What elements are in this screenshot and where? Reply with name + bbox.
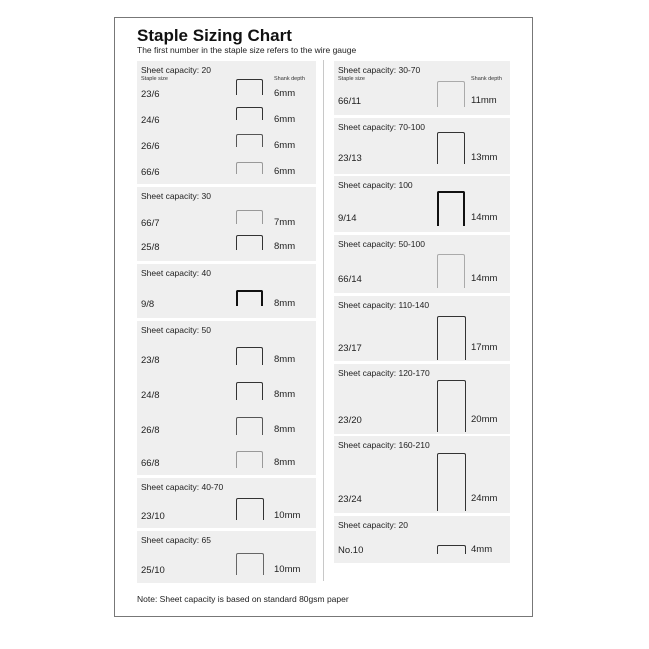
- capacity-group: [334, 436, 510, 513]
- staple-size: 9/14: [338, 213, 357, 224]
- staple-size: 66/14: [338, 274, 362, 285]
- capacity-group: [334, 176, 510, 232]
- column-divider: [323, 60, 324, 581]
- capacity-group: [137, 61, 316, 184]
- staple-size: 66/8: [141, 458, 160, 469]
- staple-size: 23/8: [141, 355, 160, 366]
- staple-icon: [437, 81, 465, 107]
- staple-size: 66/11: [338, 96, 362, 107]
- shank-depth: 4mm: [471, 544, 493, 555]
- shank-depth: 6mm: [274, 88, 296, 99]
- shank-depth-header: Shank depth: [274, 76, 305, 82]
- staple-size: 23/13: [338, 153, 362, 164]
- staple-size: 23/24: [338, 494, 362, 505]
- staple-icon: [437, 254, 465, 288]
- staple-size: 24/8: [141, 390, 160, 401]
- staple-icon: [236, 290, 263, 306]
- capacity-group: [334, 235, 510, 293]
- shank-depth: 7mm: [274, 217, 296, 228]
- capacity-group: [334, 118, 510, 174]
- sheet-capacity-label: Sheet capacity: 40: [141, 268, 211, 278]
- sheet-capacity-label: Sheet capacity: 50: [141, 325, 211, 335]
- sheet-capacity-label: Sheet capacity: 100: [338, 180, 413, 190]
- shank-depth: 14mm: [471, 273, 498, 284]
- capacity-group: [334, 61, 510, 115]
- shank-depth: 6mm: [274, 140, 296, 151]
- staple-icon: [236, 107, 263, 120]
- capacity-group: [137, 187, 316, 261]
- staple-icon: [236, 347, 263, 365]
- shank-depth: 20mm: [471, 414, 498, 425]
- shank-depth: 17mm: [471, 342, 498, 353]
- shank-depth: 8mm: [274, 298, 296, 309]
- sheet-capacity-label: Sheet capacity: 110-140: [338, 300, 430, 310]
- capacity-group: [334, 516, 510, 563]
- staple-icon: [236, 553, 264, 575]
- staple-size-header: Staple size: [141, 76, 168, 82]
- staple-size: 66/6: [141, 167, 160, 178]
- staple-size: 26/8: [141, 425, 160, 436]
- staple-icon: [437, 132, 465, 164]
- shank-depth: 10mm: [274, 510, 301, 521]
- capacity-group: [334, 296, 510, 361]
- shank-depth: 10mm: [274, 564, 301, 575]
- sheet-capacity-label: Sheet capacity: 30-70: [338, 65, 421, 75]
- staple-icon: [437, 545, 466, 554]
- sheet-capacity-label: Sheet capacity: 20: [338, 520, 408, 530]
- sheet-capacity-label: Sheet capacity: 65: [141, 535, 211, 545]
- staple-size: 23/10: [141, 511, 165, 522]
- sheet-capacity-label: Sheet capacity: 70-100: [338, 122, 425, 132]
- shank-depth: 6mm: [274, 166, 296, 177]
- staple-icon: [437, 453, 466, 511]
- shank-depth: 24mm: [471, 493, 498, 504]
- staple-icon: [236, 498, 264, 520]
- capacity-group: [137, 478, 316, 528]
- staple-size: 23/17: [338, 343, 362, 354]
- sheet-capacity-label: Sheet capacity: 30: [141, 191, 211, 201]
- staple-icon: [236, 210, 263, 224]
- staple-icon: [236, 417, 263, 435]
- sheet-capacity-label: Sheet capacity: 50-100: [338, 239, 425, 249]
- shank-depth: 8mm: [274, 241, 296, 252]
- shank-depth: 8mm: [274, 389, 296, 400]
- shank-depth: 8mm: [274, 457, 296, 468]
- capacity-group: [137, 531, 316, 583]
- staple-icon: [236, 235, 263, 250]
- footnote: Note: Sheet capacity is based on standard 80gsm paper: [137, 594, 349, 604]
- capacity-group: [137, 321, 316, 475]
- shank-depth: 8mm: [274, 354, 296, 365]
- staple-size: 66/7: [141, 218, 160, 229]
- sheet-capacity-label: Sheet capacity: 120-170: [338, 368, 430, 378]
- staple-icon: [437, 316, 466, 360]
- page-title: Staple Sizing Chart: [137, 26, 292, 45]
- sheet-capacity-label: Sheet capacity: 20: [141, 65, 211, 75]
- shank-depth: 13mm: [471, 152, 498, 163]
- staple-icon: [236, 162, 263, 174]
- staple-size: 25/10: [141, 565, 165, 576]
- shank-depth: 11mm: [471, 95, 497, 106]
- staple-icon: [236, 134, 263, 147]
- page-subtitle: The first number in the staple size refers to the wire gauge: [137, 45, 357, 55]
- shank-depth: 14mm: [471, 212, 498, 223]
- capacity-group: [334, 364, 510, 434]
- staple-size-header: Staple size: [338, 76, 365, 82]
- staple-icon: [236, 451, 263, 468]
- staple-size: 26/6: [141, 141, 160, 152]
- shank-depth: 8mm: [274, 424, 296, 435]
- staple-icon: [437, 191, 465, 226]
- capacity-group: [137, 264, 316, 318]
- staple-size: 23/20: [338, 415, 362, 426]
- staple-size: 9/8: [141, 299, 155, 310]
- sheet-capacity-label: Sheet capacity: 40-70: [141, 482, 224, 492]
- staple-size: 23/6: [141, 89, 160, 100]
- staple-icon: [437, 380, 466, 432]
- staple-icon: [236, 79, 263, 95]
- staple-size: 25/8: [141, 242, 160, 253]
- staple-size: 24/6: [141, 115, 160, 126]
- sheet-capacity-label: Sheet capacity: 160-210: [338, 440, 430, 450]
- shank-depth: 6mm: [274, 114, 296, 125]
- shank-depth-header: Shank depth: [471, 76, 502, 82]
- staple-size: No.10: [338, 545, 364, 556]
- staple-icon: [236, 382, 263, 400]
